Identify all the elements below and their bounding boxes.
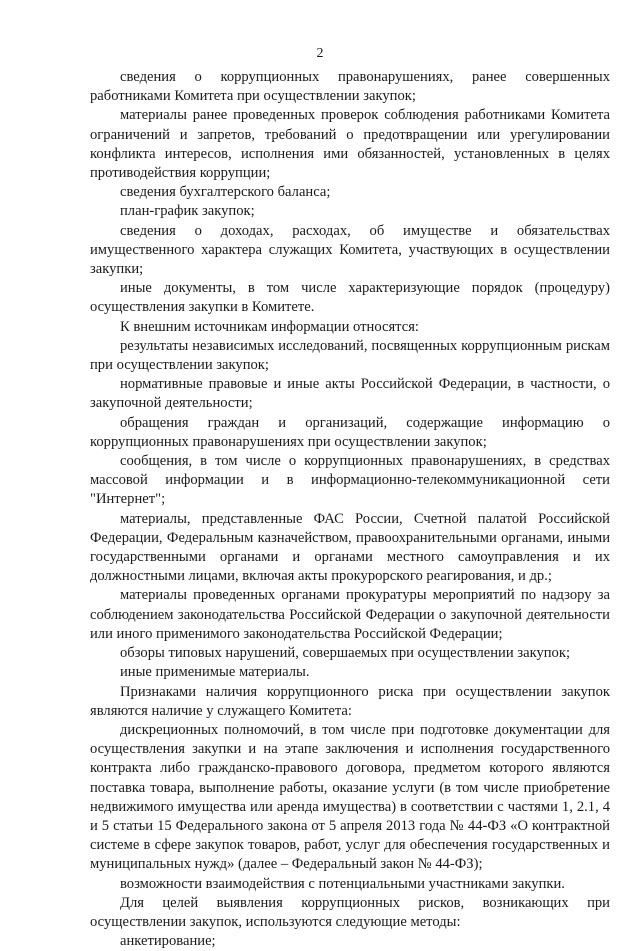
paragraph: материалы, представленные ФАС России, Счетной палатой Российской Федерации, Федеральным казначейством, правоохранительными органами, иными государственными органами и органами местного самоуправления и их должностными лицами, включая акты прокурорского реагирования, и др.; <box>90 510 610 585</box>
paragraph: обращения граждан и организаций, содержащие информацию о коррупционных правонарушениях при осуществлении закупок; <box>90 414 610 450</box>
paragraph: иные применимые материалы. <box>120 664 310 681</box>
paragraph: материалы ранее проведенных проверок соблюдения работниками Комитета ограничений и запретов, требований о предотвращении или урегулировании конфликта интересов, исполнения ими обязанностей, установленных в целях противодействия коррупции; <box>90 107 610 182</box>
paragraph: план-график закупок; <box>120 203 255 220</box>
document-body <box>90 68 610 951</box>
paragraph: возможности взаимодействия с потенциальными участниками закупки. <box>120 875 565 892</box>
paragraph: сведения бухгалтерского баланса; <box>120 184 331 201</box>
paragraph: сведения о коррупционных правонарушениях, ранее совершенных работниками Комитета при осуществлении закупок; <box>90 69 610 105</box>
paragraph: нормативные правовые и иные акты Российской Федерации, в частности, о закупочной деятельности; <box>90 376 610 412</box>
paragraph: обзоры типовых нарушений, совершаемых при осуществлении закупок; <box>120 645 570 662</box>
page-number: 2 <box>316 46 324 61</box>
paragraph: материалы проведенных органами прокуратуры мероприятий по надзору за соблюдением законодательства Российской Федерации о закупочной деятельности или иного применимого законодательства Российской Федерации; <box>90 587 610 642</box>
paragraph: сообщения, в том числе о коррупционных правонарушениях, в средствах массовой информации и в информационно-телекоммуникационной сети "Интернет"; <box>90 453 610 508</box>
paragraph: анкетирование; <box>120 933 216 950</box>
paragraph: Признаками наличия коррупционного риска при осуществлении закупок являются наличие у служащего Комитета: <box>90 683 610 719</box>
paragraph: результаты независимых исследований, посвященных коррупционным рискам при осуществлении закупок; <box>90 337 610 374</box>
paragraph: Для целей выявления коррупционных рисков, возникающих при осуществлении закупок, используются следующие методы: <box>90 894 610 930</box>
paragraph: К внешним источникам информации относятся: <box>120 318 419 335</box>
paragraph: дискреционных полномочий, в том числе при подготовке документации для осуществления закупки и на этапе заключения и исполнения государственного контракта либо гражданско-правового договора, предметом которого являются поставка товара, выполнение работы, оказание услуги (в том числе приобретение недвижимого имущества или аренда имущества) в соответствии с частями 1, 2.1, 4 и 5 статьи 15 Федерального закона от 5 апреля 2013 года № 44-ФЗ «О контрактной системе в сфере закупок товаров, работ, услуг для обеспечения государственных и муниципальных нужд» (далее – Федеральный закон № 44-ФЗ); <box>90 721 610 873</box>
paragraph: иные документы, в том числе характеризующие порядок (процедуру) осуществления закупки в Комитете. <box>90 280 610 316</box>
paragraph: сведения о доходах, расходах, об имуществе и обязательствах имущественного характера служащих Комитета, участвующих в осуществлении закупки; <box>90 222 610 278</box>
